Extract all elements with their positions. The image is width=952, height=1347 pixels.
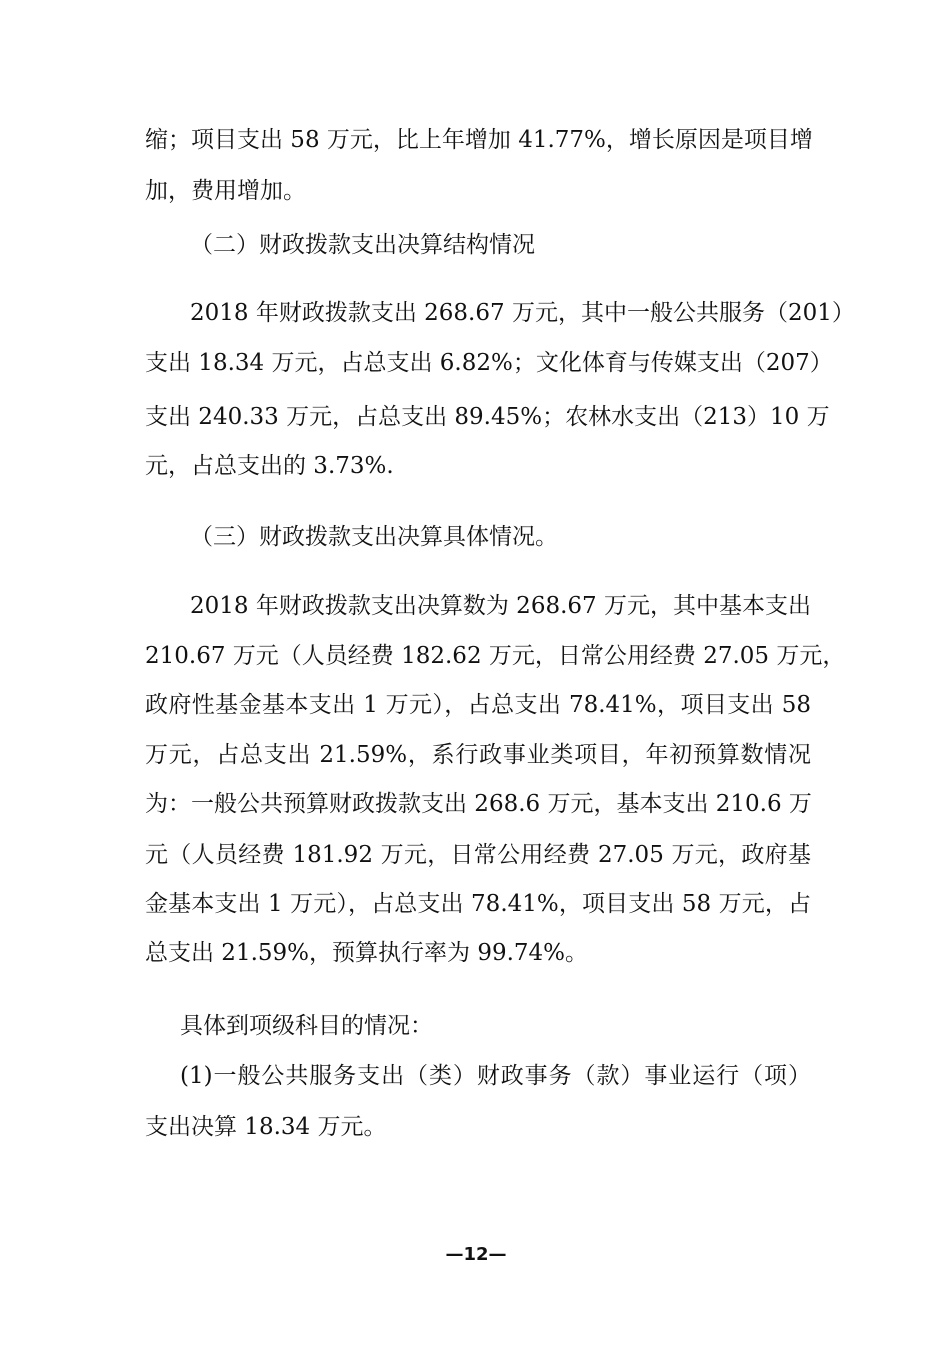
body-text-line: (1)一般公共服务支出（类）财政事务（款）事业运行（项） (180, 1063, 811, 1089)
body-text-line: 支出 240.33 万元，占总支出 89.45%；农林水支出（213）10 万 (145, 404, 830, 430)
body-text-line: 2018 年财政拨款支出 268.67 万元，其中一般公共服务（201） (190, 300, 855, 326)
body-text-line: 加，费用增加。 (145, 178, 306, 204)
body-text-line: 210.67 万元（人员经费 182.62 万元，日常公用经费 27.05 万元， (145, 643, 846, 669)
body-text-line: 总支出 21.59%，预算执行率为 99.74%。 (145, 940, 589, 966)
body-text-line: 支出 18.34 万元，占总支出 6.82%；文化体育与传媒支出（207） (145, 350, 833, 376)
section-heading: （二）财政拨款支出决算结构情况 (190, 232, 535, 258)
body-text-line: 元，占总支出的 3.73%. (145, 453, 394, 479)
body-text-line: 2018 年财政拨款支出决算数为 268.67 万元，其中基本支出 (190, 593, 811, 619)
page-number: —12— (445, 1244, 507, 1265)
body-text-line: 金基本支出 1 万元），占总支出 78.41%，项目支出 58 万元，占 (145, 891, 811, 917)
body-text-line: 政府性基金基本支出 1 万元），占总支出 78.41%，项目支出 58 (145, 692, 811, 718)
body-text-line: 支出决算 18.34 万元。 (145, 1114, 387, 1140)
subheading-line: 具体到项级科目的情况： (180, 1013, 433, 1039)
section-heading: （三）财政拨款支出决算具体情况。 (190, 524, 558, 550)
body-text-line: 为：一般公共预算财政拨款支出 268.6 万元，基本支出 210.6 万 (145, 791, 812, 817)
body-text-line: 元（人员经费 181.92 万元，日常公用经费 27.05 万元，政府基 (145, 842, 811, 868)
body-text-line: 万元，占总支出 21.59%，系行政事业类项目，年初预算数情况 (145, 742, 811, 768)
body-text-line: 缩；项目支出 58 万元，比上年增加 41.77%，增长原因是项目增 (145, 127, 813, 153)
